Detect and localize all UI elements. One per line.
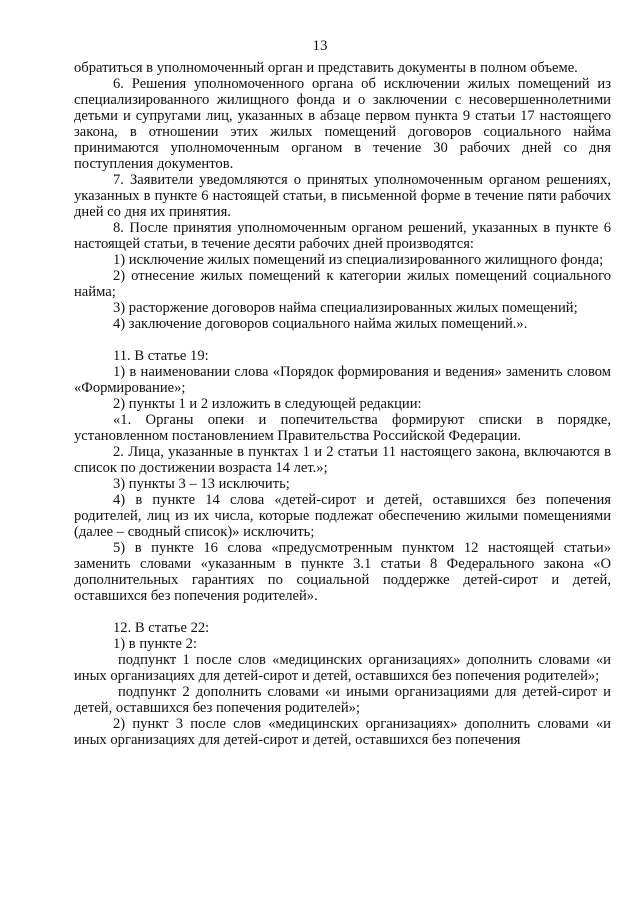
paragraph-6: 6. Решения уполномоченного органа об исключении жилых помещений из специализированного жилищного фонда и о заключении с несовершеннолетними детьми и супругами лиц, указанных в абзаце первом пункта 9 статьи 17 настоящего закона, в отношении этих жилых помещений договоров социального найма принимаются уполномоченным органом в течение 30 рабочих дней со дня поступления документов. (74, 76, 611, 172)
list-item: 4) заключение договоров социального найма жилых помещений.». (113, 316, 528, 332)
list-item: 3) расторжение договоров найма специализированных жилых помещений; (113, 300, 578, 316)
list-item: 5) в пункте 16 слова «предусмотренным пунктом 12 настоящей статьи» заменить словами «указанным в пункте 3.1 статьи 8 Федерального закона «О дополнительных гарантиях по социальной поддержке детей-сирот и детей, оставшихся без попечения родителей». (74, 540, 611, 604)
paragraph-continuation: обратиться в уполномоченный орган и представить документы в полном объеме. (74, 60, 578, 76)
section-heading-12: 12. В статье 22: (113, 620, 210, 636)
subitem: подпункт 1 после слов «медицинских организациях» дополнить словами «и иных организациях для детей-сирот и детей, оставшихся без попечения родителей»; (74, 652, 611, 684)
list-item: 1) исключение жилых помещений из специализированного жилищного фонда; (113, 252, 604, 268)
section-heading-11: 11. В статье 19: (113, 348, 209, 364)
list-item: 2) пункт 3 после слов «медицинских организациях» дополнить словами «и иных организациях для детей-сирот и детей, оставшихся без попечения (74, 716, 611, 748)
list-item: 1) в наименовании слова «Порядок формирования и ведения» заменить словом «Формирование»; (74, 364, 611, 396)
subitem: подпункт 2 дополнить словами «и иными организациями для детей-сирот и детей, оставшихся без попечения родителей»; (74, 684, 611, 716)
quoted-paragraph: 2. Лица, указанные в пунктах 1 и 2 статьи 11 настоящего закона, включаются в список по достижении возраста 14 лет.»; (74, 444, 611, 476)
list-item: 1) в пункте 2: (113, 636, 198, 652)
paragraph-8: 8. После принятия уполномоченным органом решений, указанных в пункте 6 настоящей статьи, в течение десяти рабочих дней производятся: (74, 220, 611, 252)
list-item: 2) пункты 1 и 2 изложить в следующей редакции: (113, 396, 422, 412)
list-item: 4) в пункте 14 слова «детей-сирот и детей, оставшихся без попечения родителей, лиц из их числа, которые подлежат обеспечению жилыми помещениями (далее – сводный список)» исключить; (74, 492, 611, 540)
paragraph-7: 7. Заявители уведомляются о принятых уполномоченным органом решениях, указанных в пункте 6 настоящей статьи, в письменной форме в течение пяти рабочих дней со дня их принятия. (74, 172, 611, 220)
page-number: 13 (312, 38, 328, 54)
list-item: 3) пункты 3 – 13 исключить; (113, 476, 290, 492)
list-item: 2) отнесение жилых помещений к категории жилых помещений социального найма; (74, 268, 611, 300)
document-body (74, 60, 611, 748)
quoted-paragraph: «1. Органы опеки и попечительства формируют списки в порядке, установленном постановлением Правительства Российской Федерации. (74, 412, 611, 444)
